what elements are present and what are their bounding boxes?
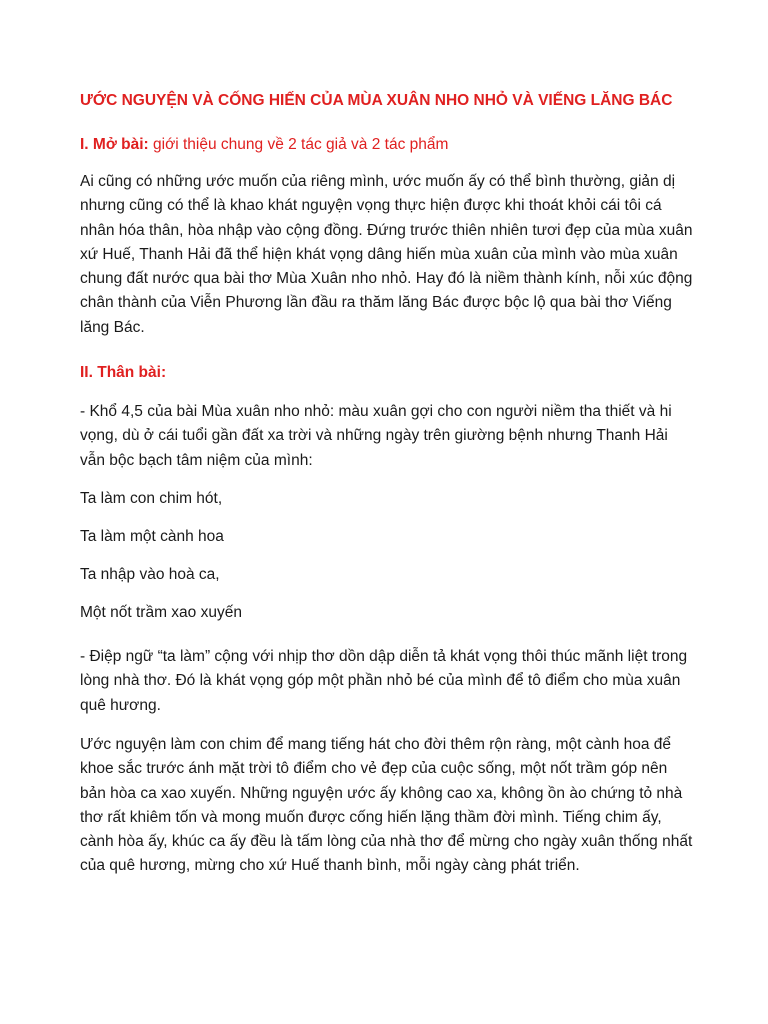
body-paragraph: - Điệp ngữ “ta làm” cộng với nhịp thơ dồn dập diễn tả khát vọng thôi thúc mãnh liệt trong lòng nhà thơ. Đó là khát vọng góp một phần nhỏ bé của mình để tô điểm cho mùa xuân quê hương.: [80, 648, 688, 714]
section-label: II. Thân bài:: [80, 364, 167, 381]
poem-line: Ta làm con chim hót,: [80, 490, 223, 507]
intro-paragraph: Ai cũng có những ước muốn của riêng mình, ước muốn ấy có thể bình thường, giản dị nhưng cũng có thể là khao khát nguyện vọng thực hiện được khi thoát khỏi cái tôi cá nhân hóa thân, hòa nhập vào cộng đồng. Đứng trước thiên nhiên tươi đẹp của mùa xuân xứ Huế, Thanh Hải đã thể hiện khát vọng dâng hiến mùa xuân của mình vào mùa xuân chung đất nước qua bài thơ Mùa Xuân nho nhỏ. Hay đó là niềm thành kính, nỗi xúc động chân thành của Viễn Phương lần đầu ra thăm lăng Bác được bộc lộ qua bài thơ Viếng lăng Bác.: [80, 173, 693, 336]
poem-line: Ta làm một cành hoa: [80, 528, 224, 545]
section-description: giới thiệu chung về 2 tác giả và 2 tác phẩm: [148, 136, 449, 153]
body-paragraph: - Khổ 4,5 của bài Mùa xuân nho nhỏ: màu xuân gợi cho con người niềm tha thiết và hi vọng, dù ở cái tuổi gần đất xa trời và những ngày trên giường bệnh nhưng Thanh Hải vẫn bộc bạch tâm niệm của mình:: [80, 403, 672, 469]
section-label: I. Mở bài:: [80, 136, 149, 153]
body-paragraph: Ước nguyện làm con chim để mang tiếng hát cho đời thêm rộn ràng, một cành hoa để khoe sắc trước ánh mặt trời tô điểm cho vẻ đẹp của cuộc sống, một nốt trầm góp nên bản hòa ca xao xuyến. Những nguyện ước ấy không cao xa, không ồn ào chứng tỏ nhà thơ rất khiêm tốn và mong muốn được cống hiến lặng thầm đời mình. Tiếng chim ấy, cành hòa ấy, khúc ca ấy đều là tấm lòng của nhà thơ để mừng cho ngày xuân thống nhất của quê hương, mừng cho xứ Huế thanh bình, mỗi ngày càng phát triển.: [80, 736, 693, 875]
document-title: ƯỚC NGUYỆN VÀ CỐNG HIẾN CỦA MÙA XUÂN NHO NHỎ VÀ VIẾNG LĂNG BÁC: [80, 92, 673, 109]
poem-line: Một nốt trầm xao xuyến: [80, 604, 242, 621]
section-heading-intro: [80, 136, 448, 154]
poem-line: Ta nhập vào hoà ca,: [80, 566, 220, 583]
section-heading-body: [80, 364, 166, 382]
